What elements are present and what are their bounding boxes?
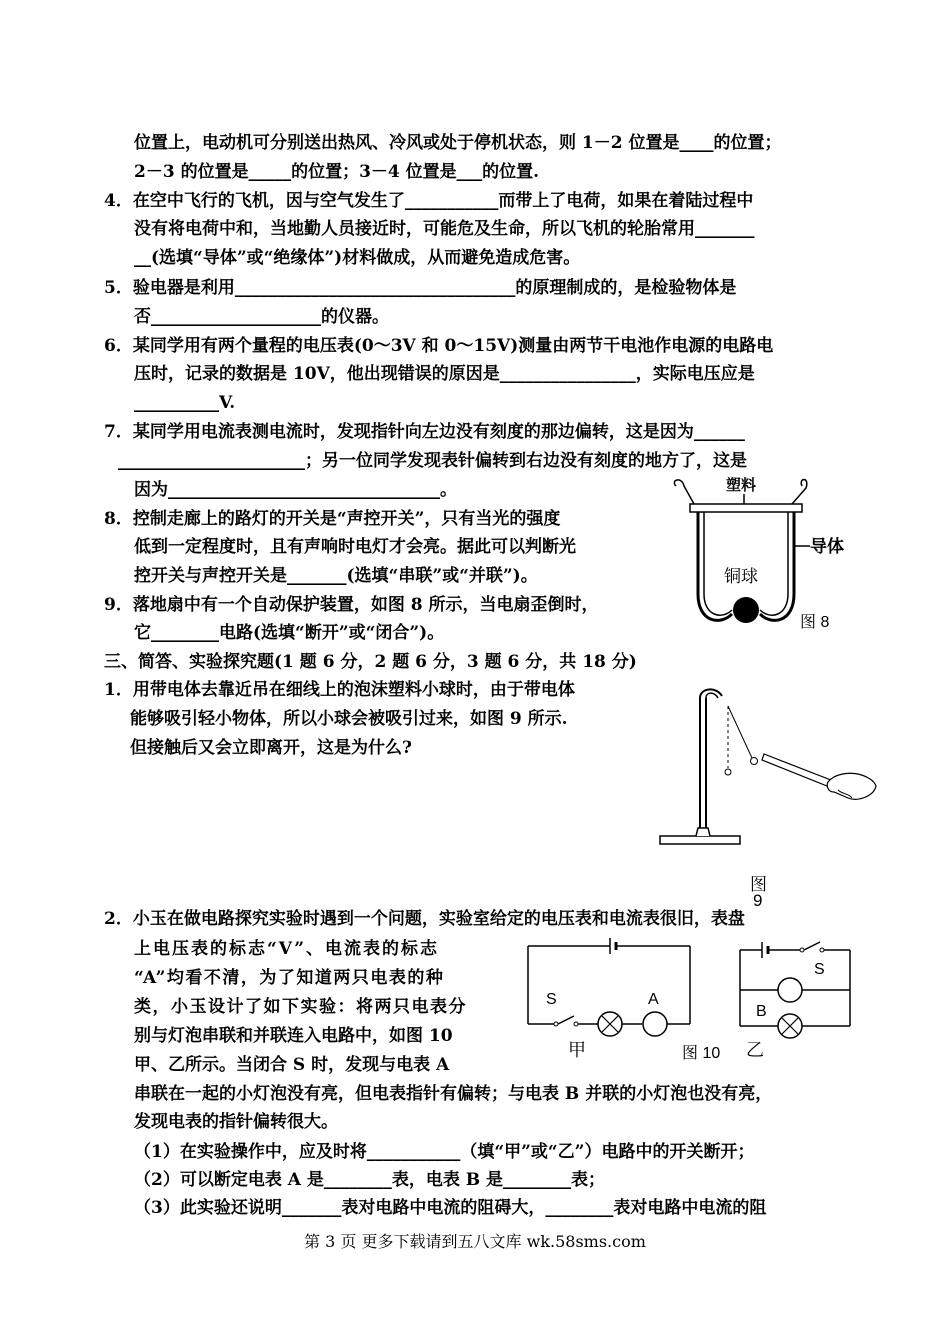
question-4: 4．在空中飞行的飞机，因与空气发生了___________而带上了电荷，如果在着陆过程中 [104,191,754,211]
sub-question-3: （3）此实验还说明_______表对电路中电流的阻碍大，________表对电路中电流的阻 [134,1198,767,1218]
text-line: 能够吸引轻小物体，所以小球会被吸引过来，如图 9 所示. [130,709,568,729]
figure-9-number: 9 [753,891,763,910]
text-line: 压时，记录的数据是 10V，他出现错误的原因是________________，实际电压应是 [134,364,755,384]
sub-question-1: （1）在实验操作中，应及时将___________（填“甲”或“乙”）电路中的开关断开； [134,1142,755,1162]
text-line: 2－3 的位置是_____的位置；3－4 位置是___的位置. [134,162,540,182]
question-9: 9．落地扇中有一个自动保护装置，如图 8 所示，当电扇歪倒时， [104,595,599,615]
circuit-jia-label: 甲 [568,1040,586,1060]
ball-label: 铜球 [724,567,758,586]
text-line: 因为________________________________。 [134,480,457,500]
question-2: 2．小玉在做电路探究实验时遇到一个问题，实验室给定的电压表和电流表很旧，表盘 [104,909,745,929]
text-line: 类，小玉设计了如下实验：将两只电表分 [134,997,467,1017]
text-line: 低到一定程度时，且有声响时电灯才会亮。据此可以判断光 [134,537,576,557]
text-line: 位置上，电动机可分别送出热风、冷风或处于停机状态，则 1－2 位置是____的位置； [134,133,782,153]
text-line: ______________________；另一位同学发现表针偏转到右边没有刻度的地方了，这是 [118,451,747,471]
text-line: 别与灯泡串联和并联连入电路中，如图 10 [134,1026,453,1046]
figure-8 [660,474,860,644]
meter-b-label: B [756,1003,767,1020]
plastic-label: 塑料 [726,477,757,494]
text-line: 但接触后又会立即离开，这是为什么? [130,738,412,758]
text-line: 控开关与声控开关是_______(选填“串联”或“并联”)。 [134,566,538,586]
page-footer: 第 3 页 更多下载请到五八文库 wk.58sms.com [304,1232,646,1251]
switch-s-label-jia: S [546,991,557,1008]
text-line: 发现电表的指针偏转很大。 [134,1112,338,1132]
question-6: 6．某同学用有两个量程的电压表(0～3V 和 0～15V)测量由两节干电池作电源的电路电 [104,336,774,356]
figure-9 [652,686,882,861]
switch-s-label-yi: S [814,961,825,978]
circuit-yi-label: 乙 [746,1040,764,1060]
figure-10 [518,932,858,1062]
text-line: 没有将电荷中和，当地勤人员接近时，可能危及生命，所以飞机的轮胎常用_______ [134,219,755,239]
figure-10-caption: 图 10 [682,1045,721,1062]
section-heading: 三、简答、实验探究题(1 题 6 分，2 题 6 分，3 题 6 分，共 18 分) [104,652,637,672]
text-line: “A”均看不清，为了知道两只电表的种 [134,968,445,988]
text-line: 甲、乙所示。当闭合 S 时，发现与电表 A [134,1055,450,1075]
question-7: 7．某同学用电流表测电流时，发现指针向左边没有刻度的那边偏转，这是因为______ [104,422,745,442]
meter-a-label: A [648,991,659,1008]
text-line: 它________电路(选填“断开”或“闭合”)。 [134,623,445,643]
question-8: 8．控制走廊上的路灯的开关是“声控开关”，只有当光的强度 [104,509,561,529]
figure-8-caption: 图 8 [800,614,830,631]
text-line: __(选填“导体”或“绝缘体”)材料做成，从而避免造成危害。 [134,248,581,268]
conductor-label: 导体 [810,537,844,556]
question-5: 5．验电器是利用_________________________________的原理制成的，是检验物体是 [104,278,737,298]
text-line: 否____________________的仪器。 [134,307,389,327]
text-line: 上电压表的标志“V”、电流表的标志 [134,939,440,959]
text-line: 串联在一起的小灯泡没有亮，但电表指针有偏转；与电表 B 并联的小灯泡也没有亮， [134,1084,773,1104]
sub-question-2: （2）可以断定电表 A 是________表，电表 B 是________表； [134,1170,606,1190]
text-line: __________V. [134,393,236,413]
question-1: 1．用带电体去靠近吊在细线上的泡沫塑料小球时，由于带电体 [104,680,575,700]
figure-9-caption: 图 [750,875,767,894]
